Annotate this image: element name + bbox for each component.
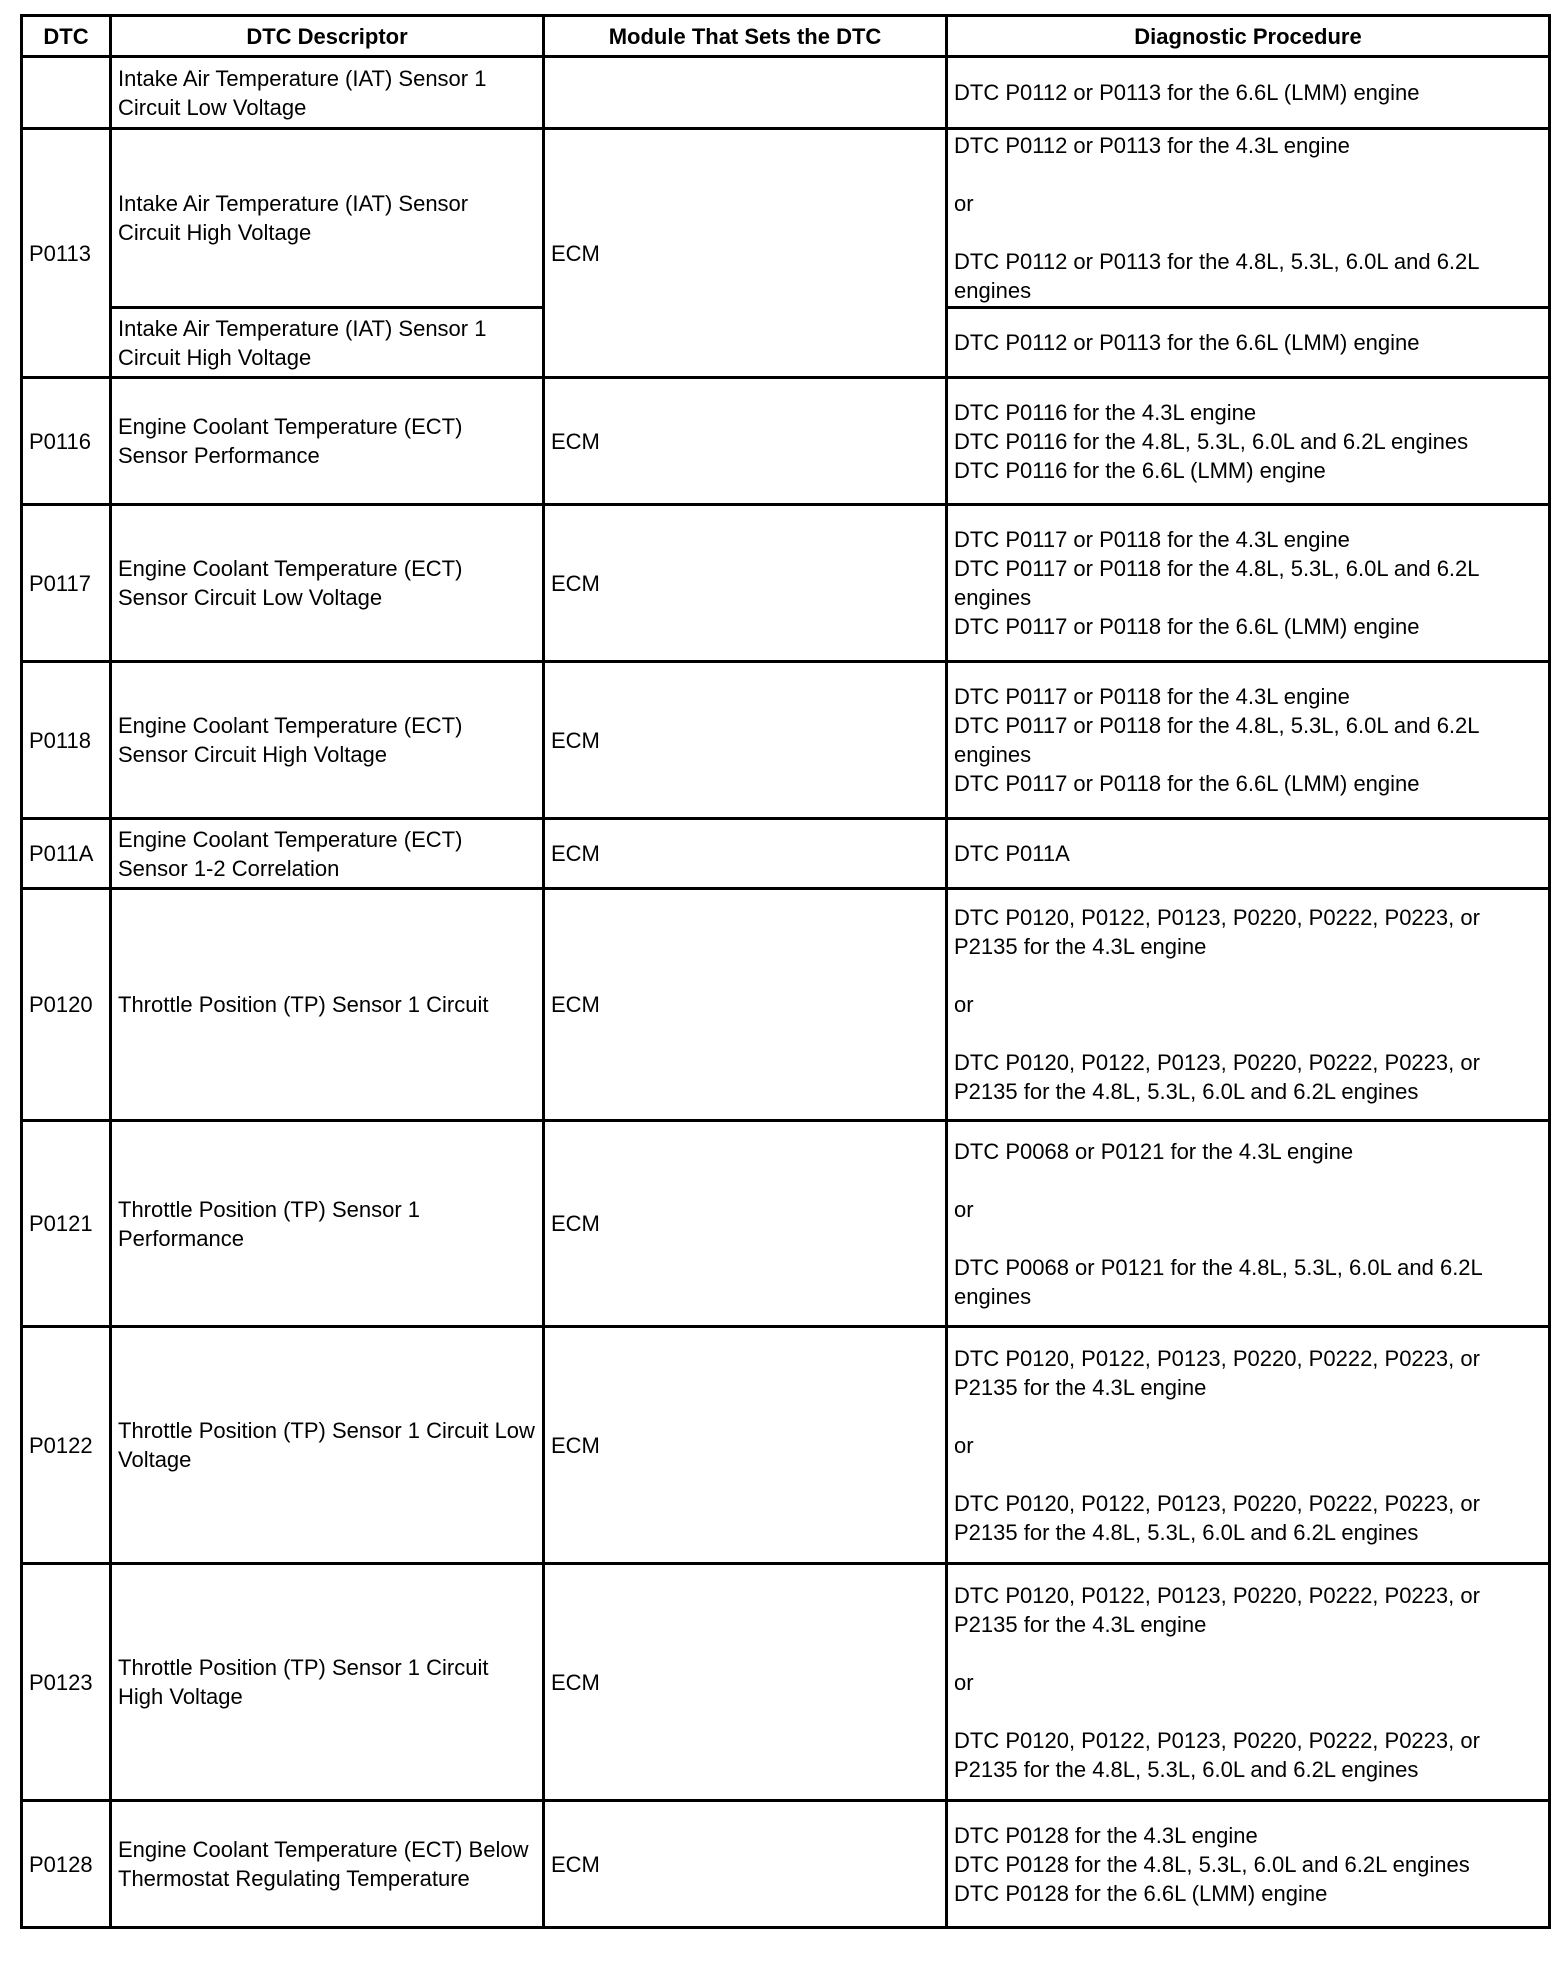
dtc-descriptor: Throttle Position (TP) Sensor 1 Performance [111, 1121, 544, 1327]
table-row [22, 378, 1550, 505]
dtc-descriptor: Intake Air Temperature (IAT) Sensor 1 Circuit Low Voltage [111, 57, 544, 129]
dtc-code [22, 57, 111, 129]
dtc-code: P0116 [22, 378, 111, 505]
module-cell: ECM [544, 1121, 947, 1327]
table-row [22, 1121, 1550, 1327]
table-row [22, 57, 1550, 129]
dtc-table [20, 14, 1551, 1929]
procedure-cell [947, 1327, 1550, 1564]
procedure-line[interactable]: DTC P0068 or P0121 for the 4.3L engine [954, 1138, 1354, 1164]
procedure-line[interactable]: DTC P0120, P0122, P0123, P0220, P0222, P0223, or P2135 for the 4.3L engine [954, 905, 1480, 959]
procedure-line[interactable]: DTC P0128 for the 6.6L (LMM) engine [954, 1880, 1328, 1906]
table-row [22, 1327, 1550, 1564]
module-cell [544, 57, 947, 129]
procedure-or: or [954, 191, 974, 216]
procedure-line[interactable]: DTC P0112 or P0113 for the 4.8L, 5.3L, 6.0L and 6.2L engines [954, 249, 1479, 303]
procedure-cell [947, 662, 1550, 819]
procedure-line[interactable]: DTC P0117 or P0118 for the 4.8L, 5.3L, 6.0L and 6.2L engines [954, 713, 1479, 767]
table-row [22, 662, 1550, 819]
module-cell: ECM [544, 129, 947, 378]
procedure-line[interactable]: DTC P0112 or P0113 for the 6.6L (LMM) engine [954, 80, 1420, 105]
module-cell: ECM [544, 819, 947, 889]
header-procedure: Diagnostic Procedure [947, 16, 1550, 57]
dtc-code: P011A [22, 819, 111, 889]
module-cell: ECM [544, 1564, 947, 1801]
dtc-descriptor: Throttle Position (TP) Sensor 1 Circuit [111, 889, 544, 1121]
procedure-line[interactable]: DTC P0120, P0122, P0123, P0220, P0222, P0223, or P2135 for the 4.8L, 5.3L, 6.0L and 6.2L engines [954, 1050, 1480, 1104]
dtc-code: P0123 [22, 1564, 111, 1801]
procedure-line[interactable]: DTC P0116 for the 4.3L engine [954, 399, 1257, 425]
dtc-descriptor: Throttle Position (TP) Sensor 1 Circuit Low Voltage [111, 1327, 544, 1564]
procedure-cell [947, 308, 1550, 378]
dtc-descriptor: Intake Air Temperature (IAT) Sensor Circuit High Voltage [111, 129, 544, 308]
procedure-cell [947, 1801, 1550, 1928]
procedure-line[interactable]: DTC P0117 or P0118 for the 4.3L engine [954, 684, 1350, 709]
dtc-code: P0121 [22, 1121, 111, 1327]
procedure-cell [947, 57, 1550, 129]
procedure-cell [947, 129, 1550, 308]
procedure-line[interactable]: DTC P0117 or P0118 for the 6.6L (LMM) engine [954, 771, 1420, 796]
procedure-line[interactable]: DTC P0120, P0122, P0123, P0220, P0222, P0223, or P2135 for the 4.3L engine [954, 1582, 1480, 1637]
procedure-line[interactable]: DTC P0120, P0122, P0123, P0220, P0222, P0223, or P2135 for the 4.3L engine [954, 1345, 1480, 1400]
procedure-line[interactable]: DTC P0120, P0122, P0123, P0220, P0222, P0223, or P2135 for the 4.8L, 5.3L, 6.0L and 6.2L engines [954, 1490, 1480, 1545]
module-cell: ECM [544, 662, 947, 819]
procedure-or: or [954, 1196, 974, 1222]
procedure-cell [947, 1564, 1550, 1801]
header-module: Module That Sets the DTC [544, 16, 947, 57]
procedure-line[interactable]: DTC P0128 for the 4.8L, 5.3L, 6.0L and 6.2L engines [954, 1851, 1470, 1877]
module-cell: ECM [544, 889, 947, 1121]
table-row [22, 129, 1550, 308]
dtc-descriptor: Engine Coolant Temperature (ECT) Sensor Circuit Low Voltage [111, 505, 544, 662]
dtc-code: P0118 [22, 662, 111, 819]
dtc-code: P0113 [22, 129, 111, 378]
procedure-line[interactable]: DTC P0117 or P0118 for the 4.8L, 5.3L, 6.0L and 6.2L engines [954, 556, 1479, 610]
module-cell: ECM [544, 1801, 947, 1928]
procedure-line[interactable]: DTC P0068 or P0121 for the 4.8L, 5.3L, 6.0L and 6.2L engines [954, 1254, 1482, 1309]
dtc-descriptor: Throttle Position (TP) Sensor 1 Circuit High Voltage [111, 1564, 544, 1801]
table-row [22, 1564, 1550, 1801]
procedure-cell [947, 378, 1550, 505]
procedure-or: or [954, 1432, 974, 1458]
procedure-line[interactable]: DTC P0116 for the 6.6L (LMM) engine [954, 457, 1326, 483]
header-descriptor: DTC Descriptor [111, 16, 544, 57]
dtc-code: P0122 [22, 1327, 111, 1564]
header-dtc: DTC [22, 16, 111, 57]
dtc-code: P0117 [22, 505, 111, 662]
procedure-or: or [954, 992, 974, 1017]
dtc-descriptor: Intake Air Temperature (IAT) Sensor 1 Circuit High Voltage [111, 308, 544, 378]
procedure-cell [947, 1121, 1550, 1327]
procedure-line[interactable]: DTC P0120, P0122, P0123, P0220, P0222, P0223, or P2135 for the 4.8L, 5.3L, 6.0L and 6.2L engines [954, 1727, 1480, 1782]
module-cell: ECM [544, 1327, 947, 1564]
dtc-descriptor: Engine Coolant Temperature (ECT) Sensor Circuit High Voltage [111, 662, 544, 819]
procedure-line[interactable]: DTC P0112 or P0113 for the 6.6L (LMM) engine [954, 330, 1420, 355]
table-row [22, 505, 1550, 662]
dtc-descriptor: Engine Coolant Temperature (ECT) Sensor 1-2 Correlation [111, 819, 544, 889]
procedure-cell [947, 889, 1550, 1121]
dtc-code: P0120 [22, 889, 111, 1121]
table-row [22, 889, 1550, 1121]
procedure-line[interactable]: DTC P0117 or P0118 for the 6.6L (LMM) engine [954, 614, 1420, 639]
dtc-descriptor: Engine Coolant Temperature (ECT) Sensor Performance [111, 378, 544, 505]
procedure-line[interactable]: DTC P0117 or P0118 for the 4.3L engine [954, 527, 1350, 552]
table-row [22, 1801, 1550, 1928]
header-row [22, 16, 1550, 57]
module-cell: ECM [544, 505, 947, 662]
procedure-cell [947, 505, 1550, 662]
procedure-line[interactable]: DTC P0112 or P0113 for the 4.3L engine [954, 133, 1350, 158]
dtc-code: P0128 [22, 1801, 111, 1928]
procedure-line[interactable]: DTC P0116 for the 4.8L, 5.3L, 6.0L and 6.2L engines [954, 428, 1469, 454]
procedure-line[interactable]: DTC P011A [954, 841, 1070, 866]
procedure-line[interactable]: DTC P0128 for the 4.3L engine [954, 1822, 1258, 1848]
procedure-cell [947, 819, 1550, 889]
dtc-descriptor: Engine Coolant Temperature (ECT) Below Thermostat Regulating Temperature [111, 1801, 544, 1928]
module-cell: ECM [544, 378, 947, 505]
table-row [22, 819, 1550, 889]
procedure-or: or [954, 1669, 974, 1695]
